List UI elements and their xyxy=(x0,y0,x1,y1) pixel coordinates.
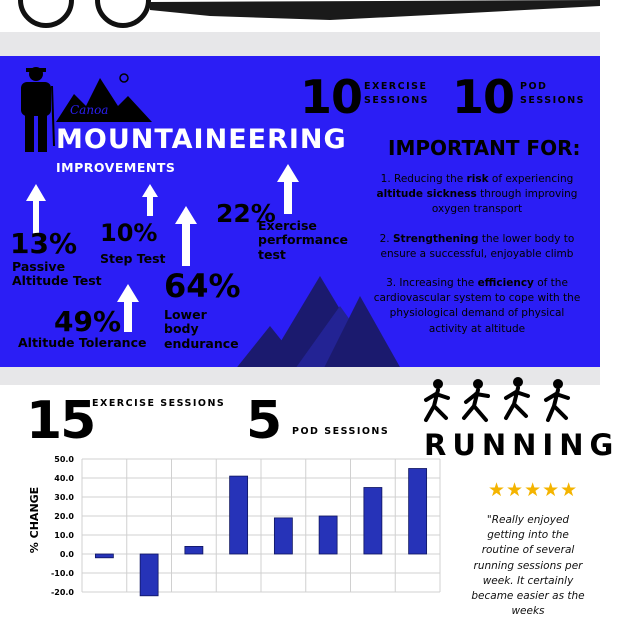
ring-logo-right xyxy=(95,0,151,28)
stat-value: 13% xyxy=(10,227,78,260)
pod-session-label: POD SESSIONS xyxy=(520,81,585,106)
divider-band xyxy=(0,32,600,56)
y-tick-label: 0.0 xyxy=(59,550,74,559)
bar xyxy=(185,546,203,554)
section-subtitle: IMPROVEMENTS xyxy=(56,160,176,175)
exercise-session-count: 10 xyxy=(300,70,363,124)
important-item-2: 2. Strengthening the lower body to ensure a successful, enjoyable climb xyxy=(379,233,575,261)
ring-logo-left xyxy=(18,0,74,28)
bar xyxy=(140,554,158,596)
stat-value: 22% xyxy=(216,199,276,228)
brush-stroke xyxy=(150,0,600,22)
runner-icon xyxy=(506,377,528,418)
canoa-logo-text: Canoa xyxy=(70,103,109,117)
y-axis-label: % CHANGE xyxy=(28,486,41,554)
stat-value: 49% xyxy=(54,305,122,338)
runner-icon xyxy=(426,379,448,420)
arrow-up-icon xyxy=(175,206,197,266)
stat-label: Altitude Tolerance xyxy=(18,335,147,350)
y-tick-label: -10.0 xyxy=(50,569,74,578)
runners-icon xyxy=(424,378,594,428)
stat-value: 64% xyxy=(164,267,241,305)
stat-value: 10% xyxy=(100,219,158,247)
runner-icon xyxy=(464,379,488,420)
arrow-up-icon xyxy=(142,184,158,216)
percent-change-chart xyxy=(0,440,460,600)
running-title: RUNNING xyxy=(424,428,619,462)
running-pod-label: POD SESSIONS xyxy=(292,426,390,437)
testimonial-quote: "Really enjoyed getting into the routine of several running sessions per week. It certainly became easier as the weeks xyxy=(471,514,585,618)
stat-label: Exercise performance test xyxy=(258,218,349,262)
running-pod-count: 5 xyxy=(246,391,281,451)
running-exercise-label: EXERCISE SESSIONS xyxy=(92,398,226,409)
bar xyxy=(409,469,427,555)
header-strip xyxy=(0,0,600,32)
stat-label: Step Test xyxy=(100,251,166,266)
running-exercise-count: 15 xyxy=(26,391,95,451)
bar xyxy=(364,488,382,555)
stat-label: Lower body endurance xyxy=(164,307,239,351)
bar xyxy=(274,518,292,554)
y-tick-label: 30.0 xyxy=(54,493,74,502)
runner-icon xyxy=(546,379,568,420)
important-title: IMPORTANT FOR: xyxy=(388,136,581,160)
y-tick-label: -20.0 xyxy=(50,588,74,597)
bar xyxy=(95,554,113,558)
rating-stars: ★★★★★ xyxy=(488,479,579,501)
bar xyxy=(230,476,248,554)
bar xyxy=(319,516,337,554)
pod-session-count: 10 xyxy=(452,70,515,124)
y-tick-label: 20.0 xyxy=(54,512,74,521)
important-item-3: 3. Increasing the efficiency of the cardiovascular system to cope with the physiological demand of physical activity at altitude xyxy=(373,277,581,335)
y-tick-label: 10.0 xyxy=(54,531,74,540)
section-title: MOUNTAINEERING xyxy=(56,124,347,155)
y-tick-label: 40.0 xyxy=(54,474,74,483)
exercise-session-label: EXERCISE SESSIONS xyxy=(364,81,429,106)
arrow-up-icon xyxy=(277,164,299,214)
mountaineering-panel xyxy=(0,56,600,367)
y-tick-label: 50.0 xyxy=(54,455,74,464)
important-item-1: 1. Reducing the risk of experiencing altitude sickness through improving oxygen transport xyxy=(376,173,578,216)
stat-label: Passive Altitude Test xyxy=(12,259,102,289)
